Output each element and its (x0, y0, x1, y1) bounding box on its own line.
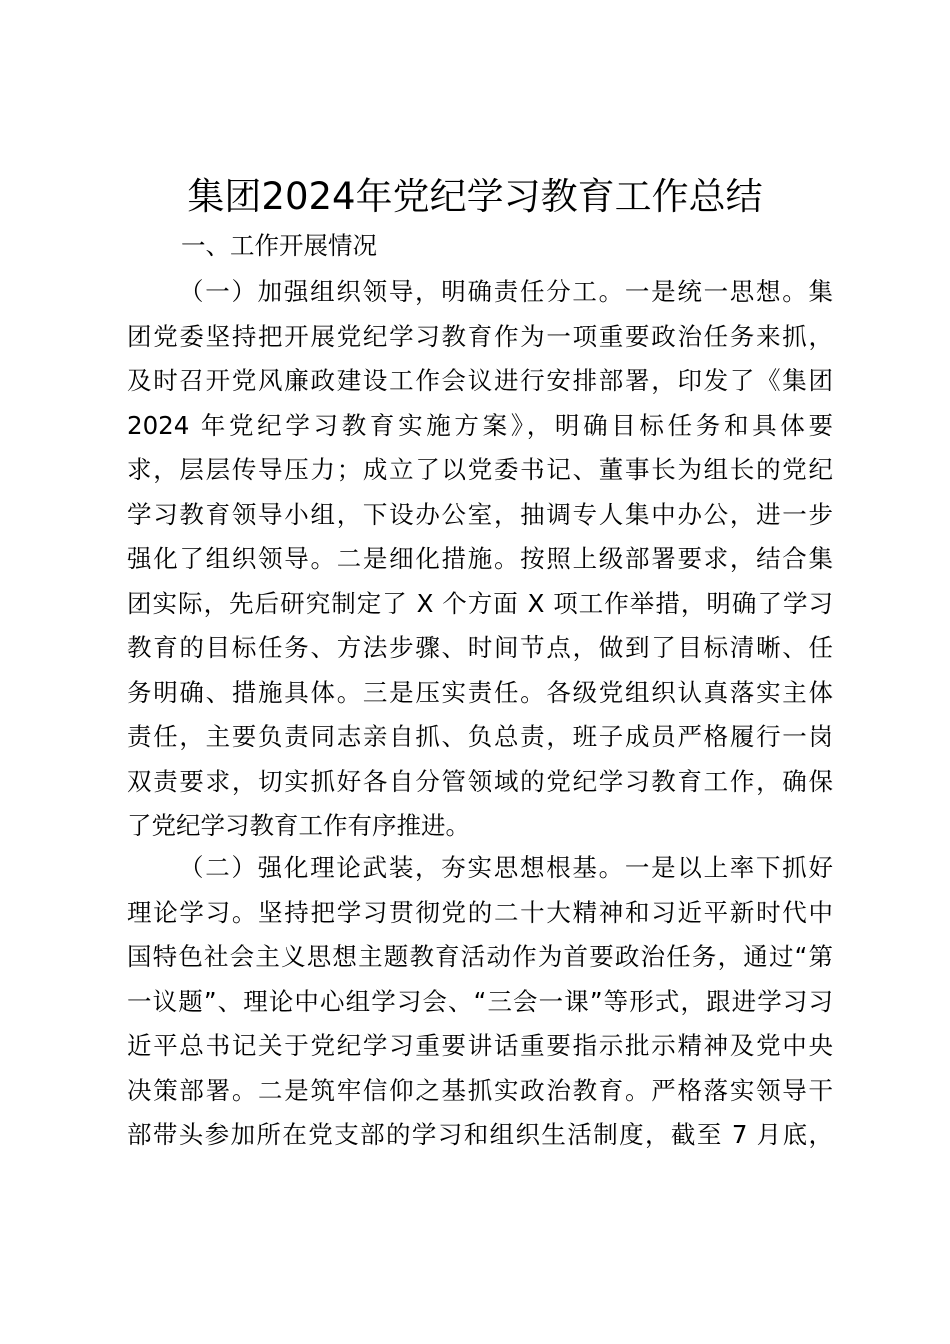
paragraph-line: 理论学习。坚持把学习贯彻党的二十大精神和习近平新时代中 (127, 897, 833, 927)
paragraph-line: 团实际，先后研究制定了 X 个方面 X 项工作举措，明确了学习 (127, 588, 833, 618)
paragraph-line: 了党纪学习教育工作有序推进。 (127, 811, 470, 840)
paragraph-line: 双责要求，切实抓好各自分管领域的党纪学习教育工作，确保 (127, 766, 833, 796)
paragraph-line: 团党委坚持把开展党纪学习教育作为一项重要政治任务来抓， (127, 321, 833, 351)
paragraph-theory-study (127, 846, 833, 1158)
paragraph-line: 求，层层传导压力；成立了以党委书记、董事长为组长的党纪 (127, 455, 833, 484)
paragraph-line: 国特色社会主义思想主题教育活动作为首要政治任务，通过“第 (127, 942, 833, 971)
paragraph-line: 责任，主要负责同志亲自抓、负总责，班子成员严格履行一岗 (127, 722, 833, 751)
paragraph-line: 教育的目标任务、方法步骤、时间节点，做到了目标清晰、任 (127, 633, 833, 662)
paragraph-line: 务明确、措施具体。三是压实责任。各级党组织认真落实主体 (127, 677, 833, 707)
section-heading: 一、工作开展情况 (181, 231, 377, 260)
paragraph-line: 部带头参加所在党支部的学习和组织生活制度，截至 7 月底， (127, 1120, 833, 1149)
paragraph-line: 近平总书记关于党纪学习重要讲话重要指示批示精神及党中央 (127, 1031, 833, 1060)
document-title: 集团2024年党纪学习教育工作总结 (187, 175, 763, 218)
paragraph-line: 学习教育领导小组，下设办公室，抽调专人集中办公，进一步 (127, 499, 833, 529)
paragraph-line: （二）强化理论武装，夯实思想根基。一是以上率下抓好 (179, 853, 833, 882)
paragraph-organization-leadership (127, 270, 833, 849)
paragraph-line: 及时召开党风廉政建设工作会议进行安排部署，印发了《集团 (127, 366, 833, 395)
paragraph-line: 一议题”、理论中心组学习会、“三会一课”等形式，跟进学习习 (127, 986, 833, 1016)
paragraph-line: 决策部署。二是筑牢信仰之基抓实政治教育。严格落实领导干 (127, 1075, 833, 1105)
paragraph-line: （一）加强组织领导，明确责任分工。一是统一思想。集 (179, 277, 833, 306)
paragraph-line: 强化了组织领导。二是细化措施。按照上级部署要求，结合集 (127, 544, 833, 573)
paragraph-line: 2024 年党纪学习教育实施方案》，明确目标任务和具体要 (127, 410, 833, 440)
